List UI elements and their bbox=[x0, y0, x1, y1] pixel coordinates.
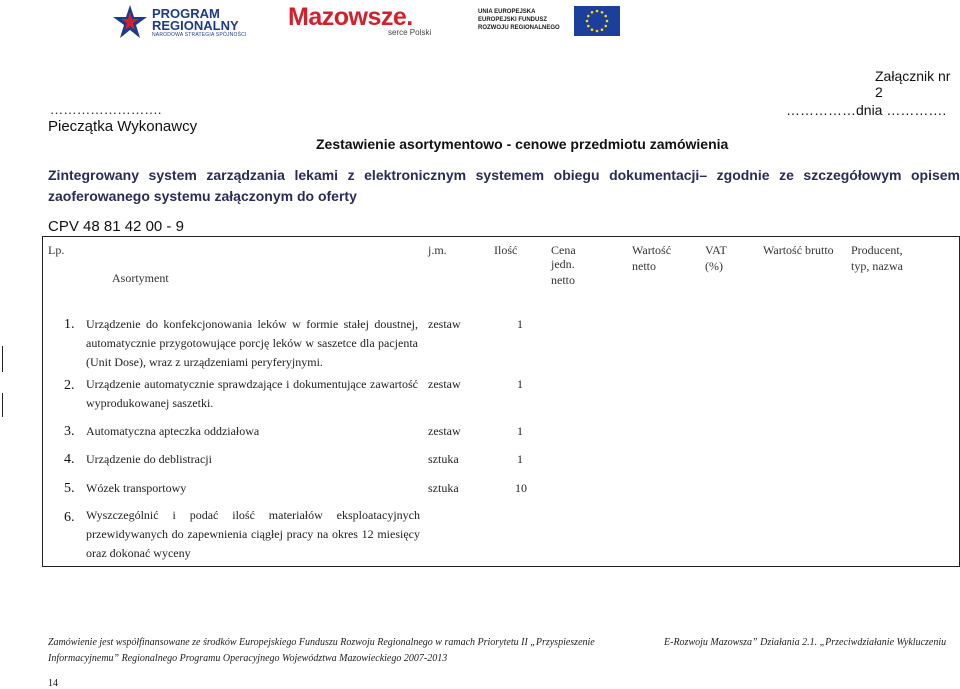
col-price-3: netto bbox=[551, 273, 575, 287]
row-unit: sztuka bbox=[428, 452, 459, 466]
row-number: 2. bbox=[64, 378, 75, 393]
col-price-1: Cena bbox=[551, 243, 576, 257]
funding-footer bbox=[48, 635, 960, 667]
footer-line2: Informacyjnemu” Regionalnego Programu Operacyjnego Województwa Mazowieckiego 2007-2013 bbox=[48, 653, 448, 664]
system-description: Zintegrowany system zarządzania lekami z elektronicznym systemem obiegu dokumentacji– zgodnie ze szczegółowym opisem zaoferowanego systemu załączonym do oferty bbox=[48, 167, 960, 204]
mazowsze-wordmark: Mazowsze. bbox=[288, 3, 413, 31]
eu-text bbox=[478, 8, 560, 32]
row-description: Urządzenie automatycznie sprawdzające i dokumentujące zawartość wyprodukowanej saszetki. bbox=[86, 377, 418, 410]
row-description: Urządzenie do konfekcjonowania leków w formie stałej doustnej, automatycznie przygotowujące porcję leków w saszetce dla pacjenta (Unit Dose), wraz z urządzeniami peryferyjnymi. bbox=[86, 317, 418, 369]
row-qty: 1 bbox=[517, 424, 523, 438]
col-gross: Wartość brutto bbox=[763, 243, 834, 257]
mazowsze-logo bbox=[288, 4, 448, 38]
col-producer-1: Producent, bbox=[851, 243, 903, 257]
annex-label: Załącznik nr 2 bbox=[875, 68, 951, 100]
eu-line1: UNIA EUROPEJSKA bbox=[478, 9, 536, 15]
cpv-code: CPV 48 81 42 00 - 9 bbox=[48, 218, 184, 235]
col-net-1: Wartość bbox=[632, 243, 672, 257]
row-description: Urządzenie do deblistracji bbox=[86, 452, 212, 466]
row-description: Wózek transportowy bbox=[86, 481, 187, 495]
row-qty: 1 bbox=[517, 452, 523, 466]
eu-line2: EUROPEJSKI FUNDUSZ bbox=[478, 17, 548, 23]
eu-logo bbox=[478, 6, 628, 38]
stamp-label: Pieczątka Wykonawcy bbox=[48, 118, 198, 135]
col-net-2: netto bbox=[632, 259, 656, 273]
row-number: 3. bbox=[64, 424, 75, 439]
document-title: Zestawienie asortymentowo - cenowe przedmiotu zamówienia bbox=[316, 136, 729, 152]
row-qty: 1 bbox=[517, 377, 523, 391]
program-regionalny-logo bbox=[112, 4, 262, 40]
row-description: Automatyczna apteczka oddziałowa bbox=[86, 424, 260, 438]
row-unit: zestaw bbox=[428, 317, 461, 331]
row-description: Wyszczególnić i podać ilość materiałów eksploatacyjnych przewidywanych do zapewnienia ciągłej pracy na okres 12 miesięcy oraz dokonać wyceny bbox=[86, 508, 420, 560]
program-line2: REGIONALNY bbox=[152, 18, 239, 33]
col-jm: j.m. bbox=[428, 243, 447, 257]
col-producer-2: typ, nazwa bbox=[851, 259, 903, 273]
col-lp: Lp. bbox=[48, 243, 65, 257]
row-unit: zestaw bbox=[428, 377, 461, 391]
row-number: 5. bbox=[64, 481, 75, 496]
row-number: 4. bbox=[64, 452, 75, 467]
row-unit: sztuka bbox=[428, 481, 459, 495]
row-qty: 1 bbox=[517, 317, 523, 331]
col-assortment: Asortyment bbox=[112, 271, 169, 285]
stamp-dots: ……………………. bbox=[50, 102, 162, 117]
page-number: 14 bbox=[48, 678, 58, 689]
margin-bar bbox=[2, 393, 3, 417]
program-star-icon bbox=[112, 4, 148, 40]
eu-line3: ROZWOJU REGIONALNEGO bbox=[478, 25, 560, 31]
row-number: 6. bbox=[64, 510, 75, 525]
program-line3: NARODOWA STRATEGIA SPÓJNOŚCI bbox=[152, 32, 247, 38]
col-price-2: jedn. bbox=[551, 257, 575, 271]
footer-line1: Zamówienie jest współfinansowane ze środków Europejskiego Funduszu Rozwoju Regionalnego w ramach Priorytetu II „Przyspieszenie bbox=[48, 637, 595, 648]
row-unit: zestaw bbox=[428, 424, 461, 438]
date-line: ……………dnia …………. bbox=[786, 102, 947, 118]
margin-bar bbox=[2, 346, 3, 372]
footer-line1-right: E-Rozwoju Mazowsza” Działania 2.1. „Przeciwdziałanie Wykluczeniu bbox=[664, 637, 947, 648]
col-vat-2: (%) bbox=[705, 259, 723, 273]
program-line1: PROGRAM bbox=[152, 6, 220, 21]
mazowsze-subtitle: serce Polski bbox=[388, 28, 432, 37]
col-qty: Ilość bbox=[494, 243, 518, 257]
eu-flag-icon bbox=[574, 6, 620, 36]
col-vat-1: VAT bbox=[705, 243, 727, 257]
row-qty: 10 bbox=[515, 481, 527, 495]
row-number: 1. bbox=[64, 317, 75, 332]
